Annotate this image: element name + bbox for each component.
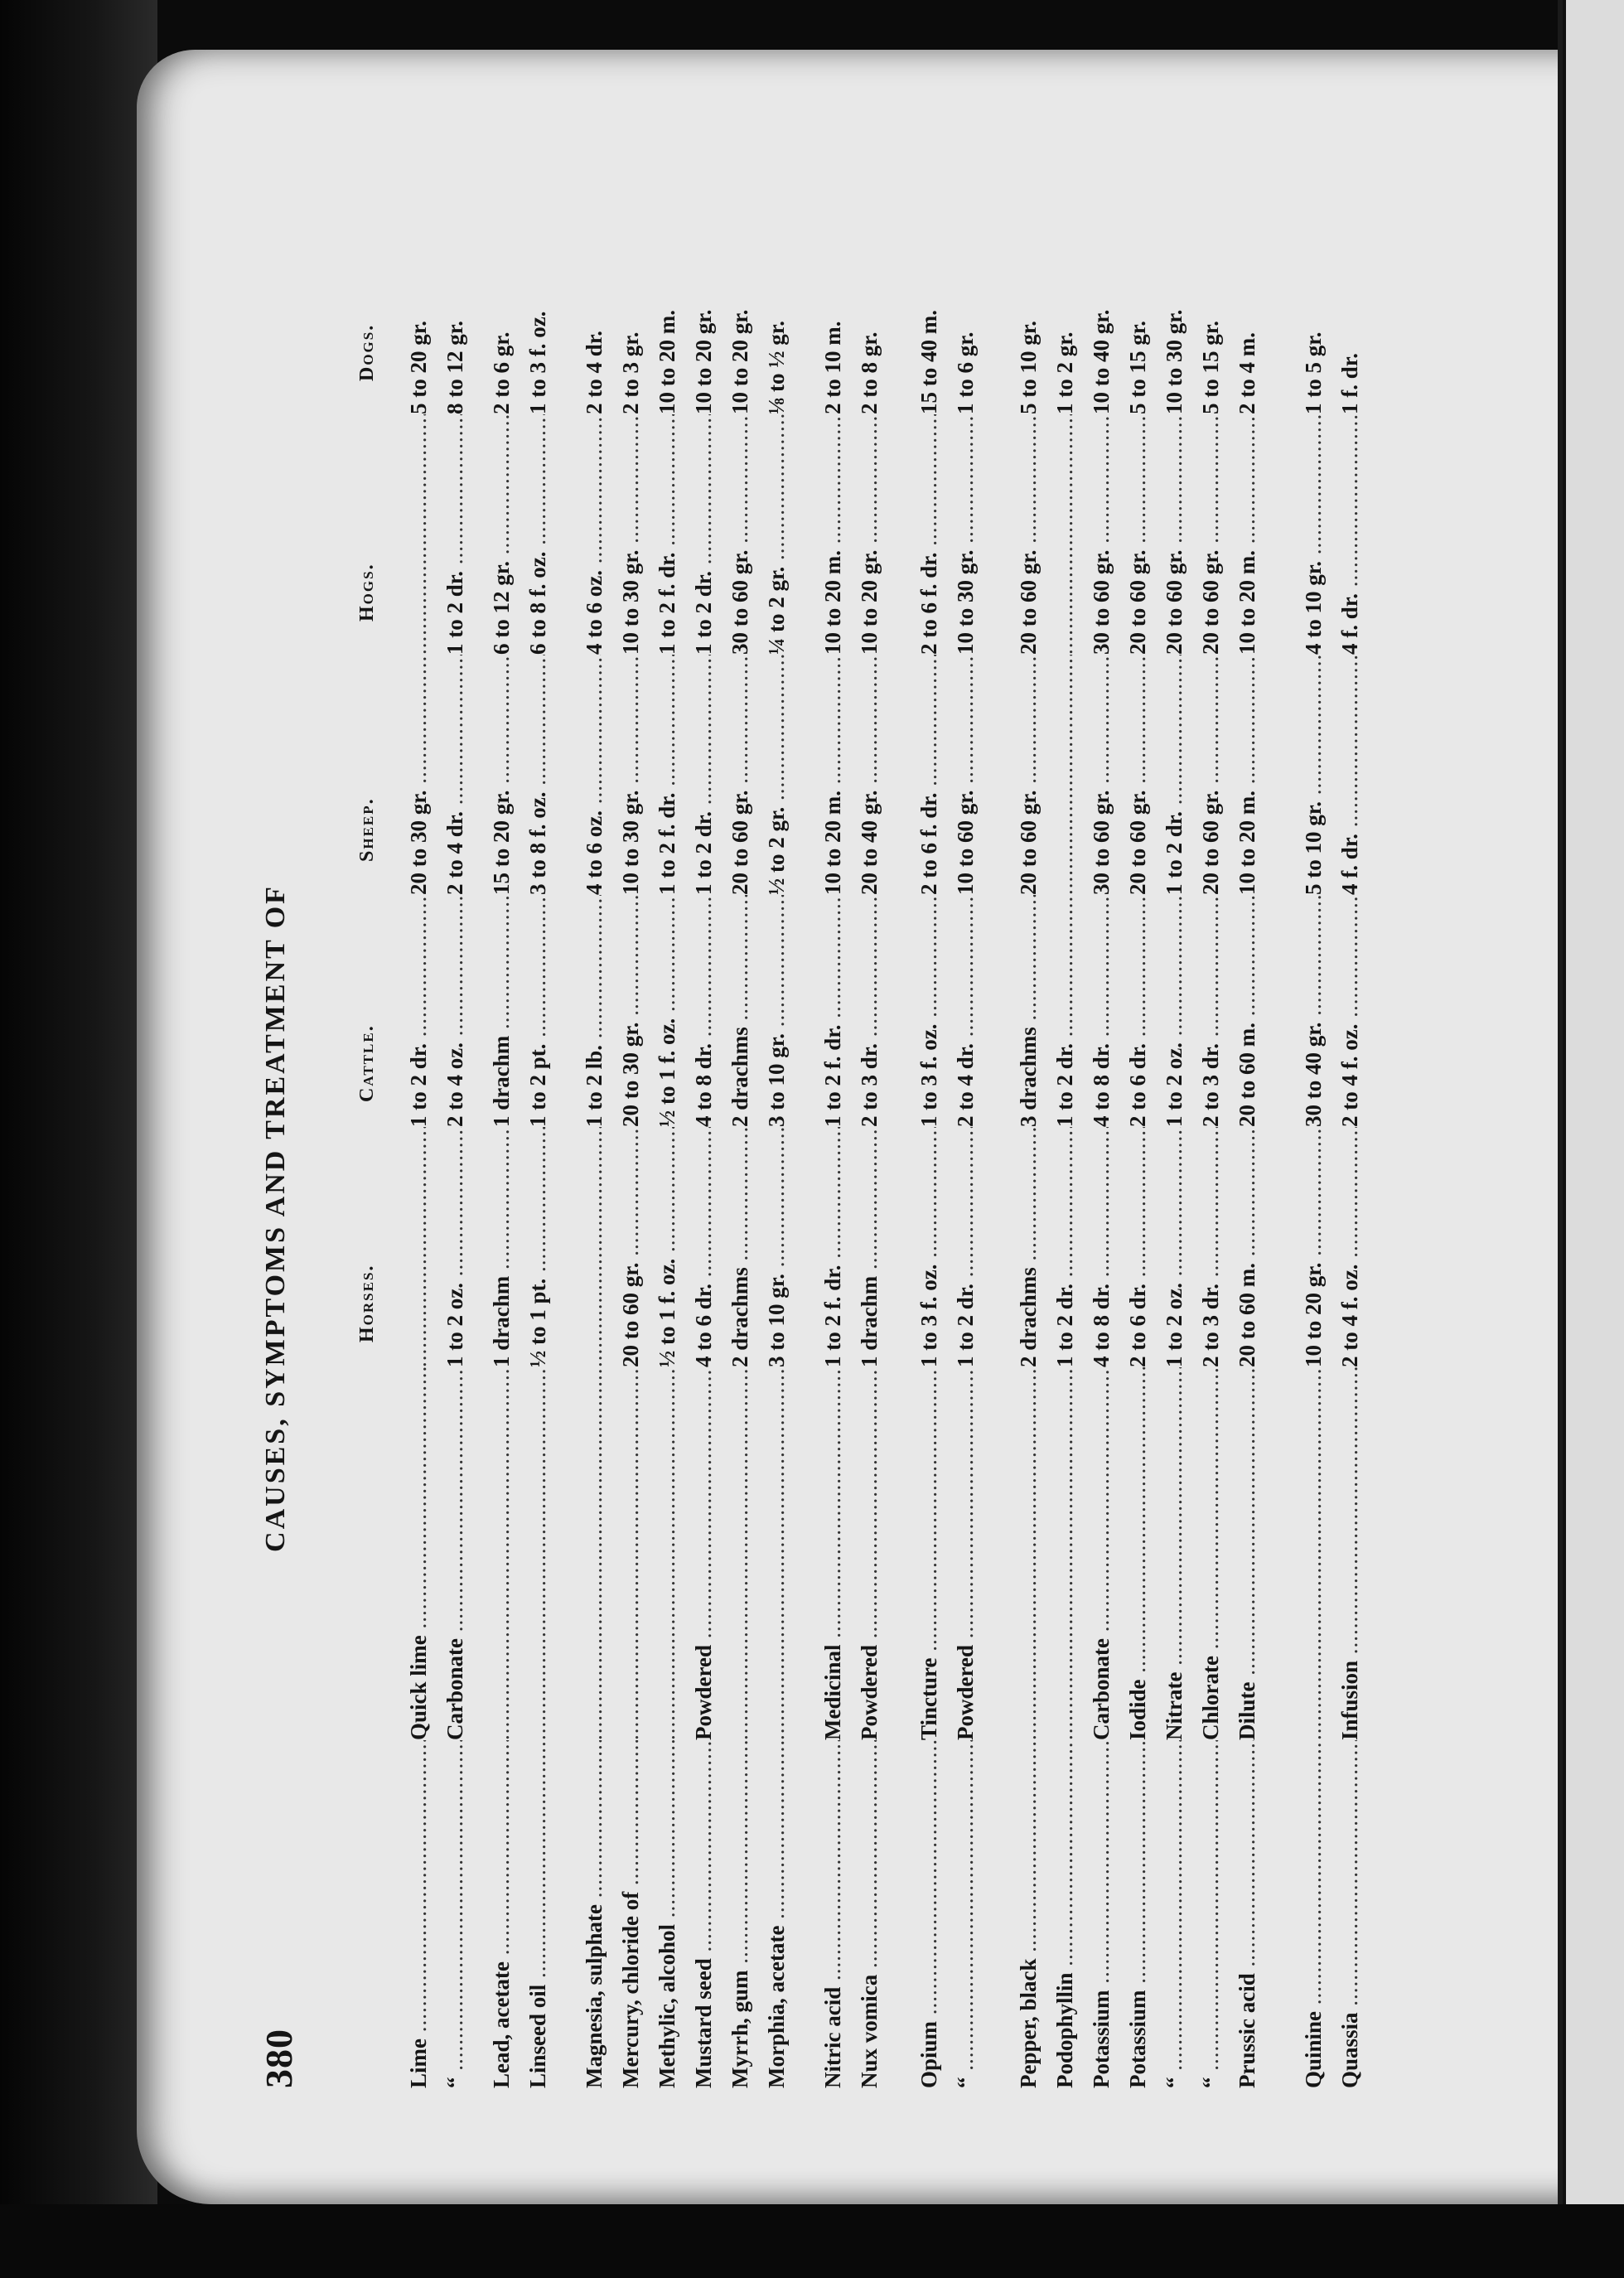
dose-cattle-cell: 2 drachms ..... xyxy=(727,895,753,1127)
preparation-cell: Infusion ..... xyxy=(1337,1367,1363,1740)
dose-horses-cell: 1 drachm ..... xyxy=(489,1127,515,1367)
dose-cattle-cell: 1 to 2 lb. ..... xyxy=(582,895,607,1127)
dose-dogs-cell: 5 to 15 gr. xyxy=(1198,321,1223,414)
dose-horses-cell: 2 drachms ..... xyxy=(727,1127,753,1367)
dose-cattle-cell: 20 to 30 gr. ..... xyxy=(618,895,644,1127)
preparation-cell: Powdered ..... xyxy=(953,1367,979,1740)
preparation-cell: Medicinal ..... xyxy=(820,1367,846,1740)
preparation-cell xyxy=(489,1367,515,1740)
facing-page-edge xyxy=(1558,0,1624,2278)
dose-hogs-cell: 30 to 60 gr. ..... xyxy=(727,414,753,655)
dose-hogs-cell: 10 to 30 gr. ..... xyxy=(618,414,644,655)
dose-sheep-cell: 20 to 60 gr. ..... xyxy=(1198,655,1224,895)
dose-cattle-cell: 1 to 2 dr. ..... xyxy=(406,895,432,1127)
drug-cell: Nitric acid ..... xyxy=(820,1740,846,2088)
dose-sheep-cell: 15 to 20 gr. ..... xyxy=(489,655,515,895)
dose-cattle-cell: 2 to 4 dr. ..... xyxy=(953,895,979,1127)
dose-dogs-cell: 2 to 3 gr. xyxy=(618,331,643,414)
table-row xyxy=(1301,182,1337,2088)
dose-hogs-cell: 4 to 6 oz. ..... xyxy=(582,414,607,655)
dose-cattle-cell: 1 to 2 pt. ..... xyxy=(525,895,551,1127)
dose-sheep-cell: 3 to 8 f. oz. ..... xyxy=(525,655,551,895)
dose-cattle-cell: 20 to 60 m. ..... xyxy=(1235,895,1260,1127)
dose-sheep-cell: 5 to 10 gr. ..... xyxy=(1301,655,1327,895)
dose-dogs-cell: 1 to 5 gr. xyxy=(1301,331,1326,414)
dose-cattle-cell: 1 drachm ..... xyxy=(489,895,515,1127)
dose-sheep-cell: 1 to 2 f. dr. ..... xyxy=(655,655,680,895)
table-row xyxy=(727,182,764,2088)
drug-cell: Myrrh, gum ..... xyxy=(727,1740,753,2088)
dose-dogs-cell: 8 to 12 gr. xyxy=(442,321,467,414)
dose-horses-cell: 1 drachm ..... xyxy=(857,1127,882,1367)
dose-sheep-cell: 4 to 6 oz. ..... xyxy=(582,655,607,895)
scan-left-edge xyxy=(0,0,157,2278)
drug-cell: Mustard seed ..... xyxy=(691,1740,717,2088)
dose-hogs-cell: ¼ to 2 gr. ..... xyxy=(764,414,790,655)
column-header-horses: Horses. xyxy=(356,1264,378,1342)
preparation-cell xyxy=(1052,1367,1078,1740)
dose-horses-cell: 1 to 2 oz. ..... xyxy=(442,1127,468,1367)
table-row xyxy=(691,182,727,2088)
column-header-dogs: Dogs. xyxy=(356,323,378,381)
dosage-table xyxy=(406,182,1483,2088)
page-header xyxy=(257,182,315,2088)
drug-cell: Lime ..... xyxy=(406,1740,432,2088)
preparation-cell: Carbonate ..... xyxy=(442,1367,468,1740)
dose-dogs-cell: 1 f. dr. xyxy=(1337,352,1362,414)
table-row xyxy=(953,182,989,2088)
dose-hogs-cell: 1 to 2 dr. ..... xyxy=(442,414,468,655)
table-row xyxy=(655,182,691,2088)
drug-cell: Lead, acetate ..... xyxy=(489,1740,515,2088)
dose-dogs-cell: 5 to 20 gr. xyxy=(406,321,431,414)
dose-hogs-cell: 10 to 20 m. ..... xyxy=(820,414,846,655)
dose-cattle-cell: 1 to 2 f. dr. ..... xyxy=(820,895,846,1127)
dose-sheep-cell: 10 to 20 m. ..... xyxy=(820,655,846,895)
dose-hogs-cell: 20 to 60 gr. ..... xyxy=(1198,414,1224,655)
dose-sheep-cell: 1 to 2 dr. ..... xyxy=(1162,655,1187,895)
drug-cell: Methylic, alcohol ..... xyxy=(655,1740,680,2088)
running-head: CAUSES, SYMPTOMS AND TREATMENT OF xyxy=(260,884,291,1552)
dose-horses-cell: 3 to 10 gr. ..... xyxy=(764,1127,790,1367)
dose-dogs-cell: 2 to 4 dr. xyxy=(582,330,607,414)
table-row xyxy=(1235,182,1271,2088)
dose-horses-cell: 20 to 60 gr. ..... xyxy=(618,1127,644,1367)
preparation-cell xyxy=(1301,1367,1327,1740)
preparation-cell: Powdered ..... xyxy=(857,1367,882,1740)
drug-cell: “ ..... xyxy=(953,1740,979,2088)
dose-dogs-cell: 10 to 40 gr. xyxy=(1089,309,1114,414)
dose-cattle-cell: 2 to 4 oz. ..... xyxy=(442,895,468,1127)
dose-cattle-cell: 3 drachms ..... xyxy=(1016,895,1042,1127)
preparation-cell xyxy=(727,1367,753,1740)
book-gutter xyxy=(1563,0,1566,2278)
dose-hogs-cell: 6 to 12 gr. ..... xyxy=(489,414,515,655)
dose-hogs-cell xyxy=(1052,414,1078,655)
dose-dogs-cell: 15 to 40 m. xyxy=(916,310,941,414)
preparation-cell: Quick lime ..... xyxy=(406,1367,432,1740)
dose-dogs-cell: 10 to 20 m. xyxy=(655,310,679,414)
dose-dogs-cell: 10 to 30 gr. xyxy=(1162,309,1187,414)
dose-horses-cell: 1 to 3 f. oz. ..... xyxy=(916,1127,942,1367)
dose-horses-cell: 2 to 6 dr. ..... xyxy=(1125,1127,1151,1367)
table-row xyxy=(820,182,857,2088)
dose-horses-cell xyxy=(406,1127,432,1367)
drug-cell: Prussic acid ..... xyxy=(1235,1740,1260,2088)
drug-cell: “ ..... xyxy=(1198,1740,1224,2088)
dose-hogs-cell: 6 to 8 f. oz. ..... xyxy=(525,414,551,655)
dose-sheep-cell: 10 to 60 gr. ..... xyxy=(953,655,979,895)
dose-sheep-cell: 20 to 60 gr. ..... xyxy=(727,655,753,895)
dose-cattle-cell: 4 to 8 dr. ..... xyxy=(691,895,717,1127)
dose-horses-cell: 10 to 20 gr. ..... xyxy=(1301,1127,1327,1367)
dose-horses-cell: 20 to 60 m. ..... xyxy=(1235,1127,1260,1367)
dose-hogs-cell: 1 to 2 f. dr. ..... xyxy=(655,414,680,655)
dose-sheep-cell xyxy=(1052,655,1078,895)
dose-dogs-cell: 1 to 3 f. oz. xyxy=(525,311,550,414)
drug-cell: Potassium ..... xyxy=(1125,1740,1151,2088)
table-row xyxy=(582,182,618,2088)
dose-horses-cell: 4 to 8 dr. ..... xyxy=(1089,1127,1114,1367)
dose-dogs-cell: 10 to 20 gr. xyxy=(727,309,752,414)
dose-cattle-cell: 2 to 6 dr. ..... xyxy=(1125,895,1151,1127)
table-row xyxy=(764,182,800,2088)
preparation-cell: Chlorate ..... xyxy=(1198,1367,1224,1740)
dose-sheep-cell: 2 to 4 dr. ..... xyxy=(442,655,468,895)
dose-cattle-cell: 1 to 3 f. oz. ..... xyxy=(916,895,942,1127)
rotated-page-content xyxy=(257,182,1500,2088)
preparation-cell: Powdered ..... xyxy=(691,1367,717,1740)
dose-sheep-cell: 20 to 30 gr. ..... xyxy=(406,655,432,895)
dose-cattle-cell: 1 to 2 oz. ..... xyxy=(1162,895,1187,1127)
dose-hogs-cell: 1 to 2 dr. ..... xyxy=(691,414,717,655)
table-row xyxy=(1337,182,1374,2088)
dose-hogs-cell xyxy=(406,414,432,655)
drug-cell: Potassium ..... xyxy=(1089,1740,1114,2088)
preparation-cell: Nitrate ..... xyxy=(1162,1367,1187,1740)
dose-hogs-cell: 10 to 20 m. ..... xyxy=(1235,414,1260,655)
dose-sheep-cell: 10 to 30 gr. ..... xyxy=(618,655,644,895)
drug-cell: Quinine ..... xyxy=(1301,1740,1327,2088)
drug-cell: Quassia ..... xyxy=(1337,1740,1363,2088)
dose-dogs-cell: ⅛ to ½ gr. xyxy=(764,321,789,414)
drug-cell: “ ..... xyxy=(1162,1740,1187,2088)
dose-cattle-cell: 30 to 40 gr. ..... xyxy=(1301,895,1327,1127)
dose-dogs-cell: 2 to 8 gr. xyxy=(857,331,882,414)
dose-hogs-cell: 2 to 6 f. dr. ..... xyxy=(916,414,942,655)
column-header-sheep: Sheep. xyxy=(356,797,378,862)
preparation-cell xyxy=(655,1367,680,1740)
dose-horses-cell: 1 to 2 dr. ..... xyxy=(1052,1127,1078,1367)
table-row xyxy=(442,182,479,2088)
dose-sheep-cell: 10 to 20 m. ..... xyxy=(1235,655,1260,895)
drug-cell: “ ..... xyxy=(442,1740,468,2088)
drug-cell: Podophyllin ..... xyxy=(1052,1740,1078,2088)
dose-horses-cell: 2 drachms ..... xyxy=(1016,1127,1042,1367)
dose-horses-cell: 2 to 4 f. oz. ..... xyxy=(1337,1127,1363,1367)
column-header-cattle: Cattle. xyxy=(356,1024,378,1102)
dose-dogs-cell: 2 to 10 m. xyxy=(820,321,845,414)
table-row xyxy=(1198,182,1235,2088)
dose-hogs-cell: 30 to 60 gr. ..... xyxy=(1089,414,1114,655)
drug-cell: Linseed oil ..... xyxy=(525,1740,551,2088)
table-row xyxy=(857,182,893,2088)
drug-cell: Nux vomica ..... xyxy=(857,1740,882,2088)
table-row xyxy=(618,182,655,2088)
preparation-cell: Dilute ..... xyxy=(1235,1367,1260,1740)
dose-horses-cell: ½ to 1 pt. ..... xyxy=(525,1127,551,1367)
dose-dogs-cell: 2 to 6 gr. xyxy=(489,331,514,414)
dose-dogs-cell: 2 to 4 m. xyxy=(1235,332,1259,414)
dose-sheep-cell: 20 to 40 gr. ..... xyxy=(857,655,882,895)
dose-sheep-cell: 1 to 2 dr. ..... xyxy=(691,655,717,895)
preparation-cell xyxy=(618,1367,644,1740)
table-row xyxy=(1089,182,1125,2088)
drug-cell: Pepper, black ..... xyxy=(1016,1740,1042,2088)
drug-cell: Morphia, acetate ..... xyxy=(764,1740,790,2088)
dose-cattle-cell: ½ to 1 f. oz. ..... xyxy=(655,895,680,1127)
drug-cell: Mercury, chloride of ..... xyxy=(618,1740,644,2088)
preparation-cell: Tincture ..... xyxy=(916,1367,942,1740)
dose-sheep-cell: ½ to 2 gr. ..... xyxy=(764,655,790,895)
table-row xyxy=(916,182,953,2088)
dose-hogs-cell: 20 to 60 gr. ..... xyxy=(1125,414,1151,655)
dose-dogs-cell: 1 to 6 gr. xyxy=(953,331,978,414)
dose-hogs-cell: 4 to 10 gr. ..... xyxy=(1301,414,1327,655)
dose-cattle-cell: 2 to 3 dr. ..... xyxy=(857,895,882,1127)
page-number: 380 xyxy=(258,2029,300,2088)
dose-sheep-cell: 30 to 60 gr. ..... xyxy=(1089,655,1114,895)
dose-horses-cell: 1 to 2 oz. ..... xyxy=(1162,1127,1187,1367)
dose-horses-cell xyxy=(582,1127,607,1367)
table-row xyxy=(1125,182,1162,2088)
drug-cell: Magnesia, sulphate ..... xyxy=(582,1740,607,2088)
drug-cell: Opium ..... xyxy=(916,1740,942,2088)
table-row xyxy=(1052,182,1089,2088)
table-row xyxy=(489,182,525,2088)
scan-bottom-edge xyxy=(0,2204,1624,2278)
dose-hogs-cell: 10 to 20 gr. ..... xyxy=(857,414,882,655)
dose-dogs-cell: 5 to 10 gr. xyxy=(1016,321,1041,414)
table-row xyxy=(525,182,562,2088)
dose-cattle-cell: 4 to 8 dr. ..... xyxy=(1089,895,1114,1127)
dose-horses-cell: 1 to 2 dr. ..... xyxy=(953,1127,979,1367)
preparation-cell: Carbonate ..... xyxy=(1089,1367,1114,1740)
dose-cattle-cell: 1 to 2 dr. ..... xyxy=(1052,895,1078,1127)
dose-cattle-cell: 2 to 3 dr. ..... xyxy=(1198,895,1224,1127)
dose-sheep-cell: 20 to 60 gr. ..... xyxy=(1016,655,1042,895)
table-row xyxy=(1162,182,1198,2088)
dose-hogs-cell: 4 f. dr. ..... xyxy=(1337,414,1363,655)
table-row xyxy=(406,182,442,2088)
preparation-cell xyxy=(582,1367,607,1740)
dose-sheep-cell: 2 to 6 f. dr. ..... xyxy=(916,655,942,895)
dose-hogs-cell: 10 to 30 gr. ..... xyxy=(953,414,979,655)
preparation-cell xyxy=(525,1367,551,1740)
dose-cattle-cell: 2 to 4 f. oz. ..... xyxy=(1337,895,1363,1127)
dose-hogs-cell: 20 to 60 gr. ..... xyxy=(1016,414,1042,655)
dose-cattle-cell: 3 to 10 gr. ..... xyxy=(764,895,790,1127)
dose-hogs-cell: 20 to 60 gr. ..... xyxy=(1162,414,1187,655)
dose-horses-cell: 2 to 3 dr. ..... xyxy=(1198,1127,1224,1367)
dose-dogs-cell: 1 to 2 gr. xyxy=(1052,331,1077,414)
dose-horses-cell: ½ to 1 f. oz. ..... xyxy=(655,1127,680,1367)
preparation-cell xyxy=(1016,1367,1042,1740)
preparation-cell: Iodide ..... xyxy=(1125,1367,1151,1740)
dose-horses-cell: 4 to 6 dr. ..... xyxy=(691,1127,717,1367)
dose-dogs-cell: 10 to 20 gr. xyxy=(691,309,716,414)
preparation-cell xyxy=(764,1367,790,1740)
dose-sheep-cell: 4 f. dr. ..... xyxy=(1337,655,1363,895)
column-header-hogs: Hogs. xyxy=(356,563,378,621)
table-row xyxy=(1016,182,1052,2088)
dose-sheep-cell: 20 to 60 gr. ..... xyxy=(1125,655,1151,895)
dose-dogs-cell: 5 to 15 gr. xyxy=(1125,321,1150,414)
dose-horses-cell: 1 to 2 f. dr. ..... xyxy=(820,1127,846,1367)
